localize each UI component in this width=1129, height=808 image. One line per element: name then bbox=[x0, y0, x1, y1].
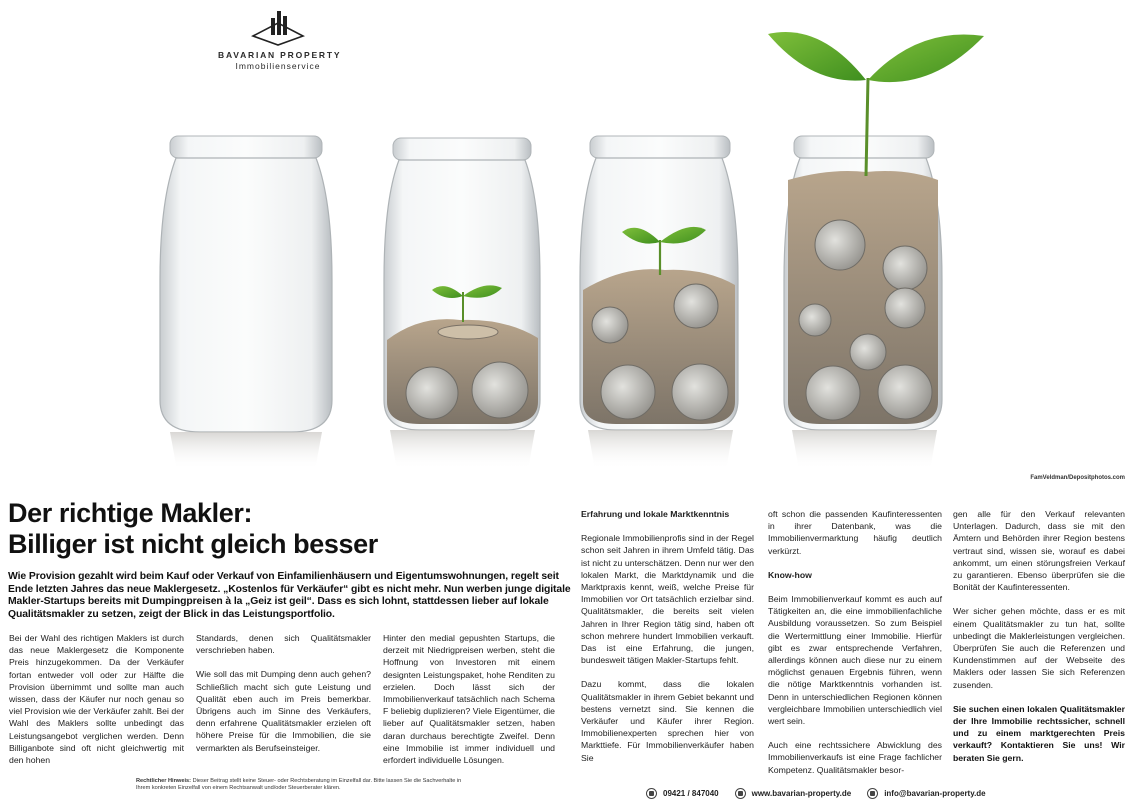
col1-paragraph: Bei der Wahl des richtigen Maklers ist durch das neue Maklergesetz die Komponente Preis hinzugekommen. Da der Verkäufer fortan entweder voll oder zur Hälfte die Provision übernimmt und sollte man auch wissen, dass der Käufer nur noch genau so viel Provision wie der Verkäufer zahlt. Bei der Wahl des Maklers sollte unbedingt das Leistungsangebot verglichen werden. Denn Billiganbote sind oft nicht gleichwertig mit den hohen bbox=[9, 633, 184, 766]
col2-paragraph-1: Standards, denen sich Qualitätsmakler verschrieben haben. bbox=[196, 633, 371, 656]
col3-paragraph: Hinter den medial gepushten Startups, die derzeit mit Niedrigpreisen werben, steht die Hoffnung von Investoren mit einem designten Leistungspaket, hohe Renditen zu erzielen. Doch lässt sich der Immobilienverkauf tatsächlich nach Schema F beliebig duplizieren? Viele Eigentümer, die lieber auf Qualitätsmakler setzen, haben daran durchaus berechtigte Zweifel. Denn eine Immobilie ist immer individuell und erfordert individuelle Lösungen. bbox=[383, 633, 555, 766]
col4-paragraph-2: Dazu kommt, dass die lokalen Qualitätsmakler in ihrem Gebiet bekannt und bestens vernetzt sind. Sie kennen die Verkäufer und Käufer ihrer Region. Immobilienexperten sprechen hier von Markttiefe. Für Immobilienverkäufer haben Sie bbox=[581, 679, 754, 763]
phone-icon bbox=[646, 788, 657, 799]
article-lead: Wie Provision gezahlt wird beim Kauf oder Verkauf von Einfamilienhäusern und Eigentumswohnungen, regelt seit Ende letzten Jahres das neue Maklergesetz. „Kostenlos für Verkäufer“ gibt es nicht mehr. Nun werben junge digitale Makler-Startups bereits mit Dumpingpreisen à la „Geiz ist geil“. Dass es sich lohnt, stattdessen lieber auf lokale Qualitätsmakler zu setzen, zeigt der Blick in das Leistungsportfolio. bbox=[8, 571, 571, 620]
disclaimer-label: Rechtlicher Hinweis: bbox=[136, 778, 192, 784]
call-to-action: Sie suchen einen lokalen Qualitätsmakler der Ihre Immobilie rechtssicher, schnell und zu einem marktgerechten Preis verkauft? Kontaktieren Sie uns! Wir beraten Sie gern. bbox=[953, 703, 1125, 763]
disclaimer-text: Dieser Beitrag stellt keine Steuer- oder Rechtsberatung im Einzelfall dar. Bitte lassen Sie die Sachverhalte in Ihrem konkreten Einzelfall von einem Rechtsanwalt und/oder Steuerberater klären. bbox=[136, 778, 462, 792]
brand-name: BAVARIAN PROPERTY bbox=[218, 50, 342, 60]
contact-bar bbox=[646, 788, 986, 799]
jar-full-plant bbox=[768, 32, 984, 470]
body-column-6 bbox=[953, 508, 1125, 764]
contact-email[interactable] bbox=[867, 788, 985, 799]
phone-number: 09421 / 847040 bbox=[663, 789, 719, 798]
body-column-5 bbox=[768, 508, 942, 776]
body-column-4 bbox=[581, 508, 754, 764]
jar-empty bbox=[160, 136, 332, 470]
photo-credit: FamVeldman/Depositphotos.com bbox=[1030, 475, 1125, 481]
brand-logo bbox=[218, 8, 342, 71]
email-icon bbox=[867, 788, 878, 799]
article-headline bbox=[8, 498, 568, 560]
col4-paragraph-1: Regionale Immobilienprofis sind in der Regel schon seit Jahren in ihrem Umfeld tätig. Das ist nicht zu unterschätzen. Denn nur wer den lokalen Markt, die Marktdynamik und die Marktpraxis kennt, weiß, welche Preise für Immobilien vor Ort tatsächlich erzielbar sind. Qualitätsmakler, die bereits seit vielen Jahren in Ihrer Region tätig sind, haben oft schon mehrere hundert Immobilien verkauft. Das ist eine Erfahrung, die jungen, bundesweit tätigen Makler-Startups fehlt. bbox=[581, 533, 754, 666]
section-heading-experience: Erfahrung und lokale Marktkenntnis bbox=[581, 509, 730, 519]
col6-paragraph-1: gen alle für den Verkauf relevanten Unterlagen. Dadurch, dass sie mit den Ämtern und Behörden ihrer Region bestens vertraut sind, wissen sie, worauf es dabei ankommt, um einen störungsfreien Verkauf zu garantieren. Ebenso überprüfen sie die Bonität der Kaufinteressenten. bbox=[953, 509, 1125, 593]
website-link: www.bavarian-property.de bbox=[751, 789, 852, 798]
house-logo-icon bbox=[251, 8, 305, 46]
body-column-2 bbox=[196, 632, 371, 754]
contact-web[interactable] bbox=[735, 788, 852, 799]
legal-disclaimer bbox=[136, 778, 466, 792]
body-column-1 bbox=[9, 632, 184, 766]
col2-paragraph-2: Wie soll das mit Dumping denn auch gehen? Schließlich macht sich gute Leistung und Qualität eben auch im Preis bemerkbar. Übrigens auch im Sinne des Verkäufers, denn erfahrene Qualitätsmakler erzielen oft höhere Preise für die Immobilien, die sie vermarkten als Berufseinsteiger. bbox=[196, 669, 371, 753]
col5-paragraph-1: oft schon die passenden Kaufinteressenten in ihrer Datenbank, was die Immobilienvermarktung häufig deutlich verkürzt. bbox=[768, 509, 942, 556]
contact-phone[interactable] bbox=[646, 788, 719, 799]
headline-line-1: Der richtige Makler: bbox=[8, 498, 253, 528]
col5-paragraph-3: Auch eine rechtssichere Abwicklung des Immobilienverkaufs ist eine Frage fachlicher Kompetenz. Qualitätsmakler besor- bbox=[768, 740, 942, 775]
jar-medium-sprout bbox=[580, 136, 738, 470]
section-heading-knowhow: Know-how bbox=[768, 569, 812, 580]
col5-paragraph-2: Beim Immobilienverkauf kommt es auch auf Tätigkeiten an, die eine immobilienfachliche Ausbildung voraussetzen. So zum Beispiel die Wertermittlung einer Immobilie. Hierfür gibt es zwar entsprechende Verfahren, allerdings können auch diese nur zu einem möglichst genauen Ergebnis führen, wenn die nötige Marktkenntnis vorhanden ist. Denn in unterschiedlichen Regionen können vergleichbare Immobilien unterschiedlich viel wert sein. bbox=[768, 594, 942, 727]
jar-small-sprout bbox=[384, 138, 540, 470]
email-link: info@bavarian-property.de bbox=[884, 789, 986, 798]
brand-subtitle: Immobilienservice bbox=[235, 61, 321, 71]
web-icon bbox=[735, 788, 746, 799]
col6-paragraph-2: Wer sicher gehen möchte, dass er es mit einem Qualitätsmakler zu tun hat, sollte unbedingt die Maklerleistungen vergleichen. Überprüfen Sie auch die Referenzen und Kundenstimmen auf der Webseite des Maklers oder lassen Sie sich Referenzen zusenden. bbox=[953, 606, 1125, 690]
body-column-3 bbox=[383, 632, 555, 766]
headline-line-2: Billiger ist nicht gleich besser bbox=[8, 529, 378, 559]
